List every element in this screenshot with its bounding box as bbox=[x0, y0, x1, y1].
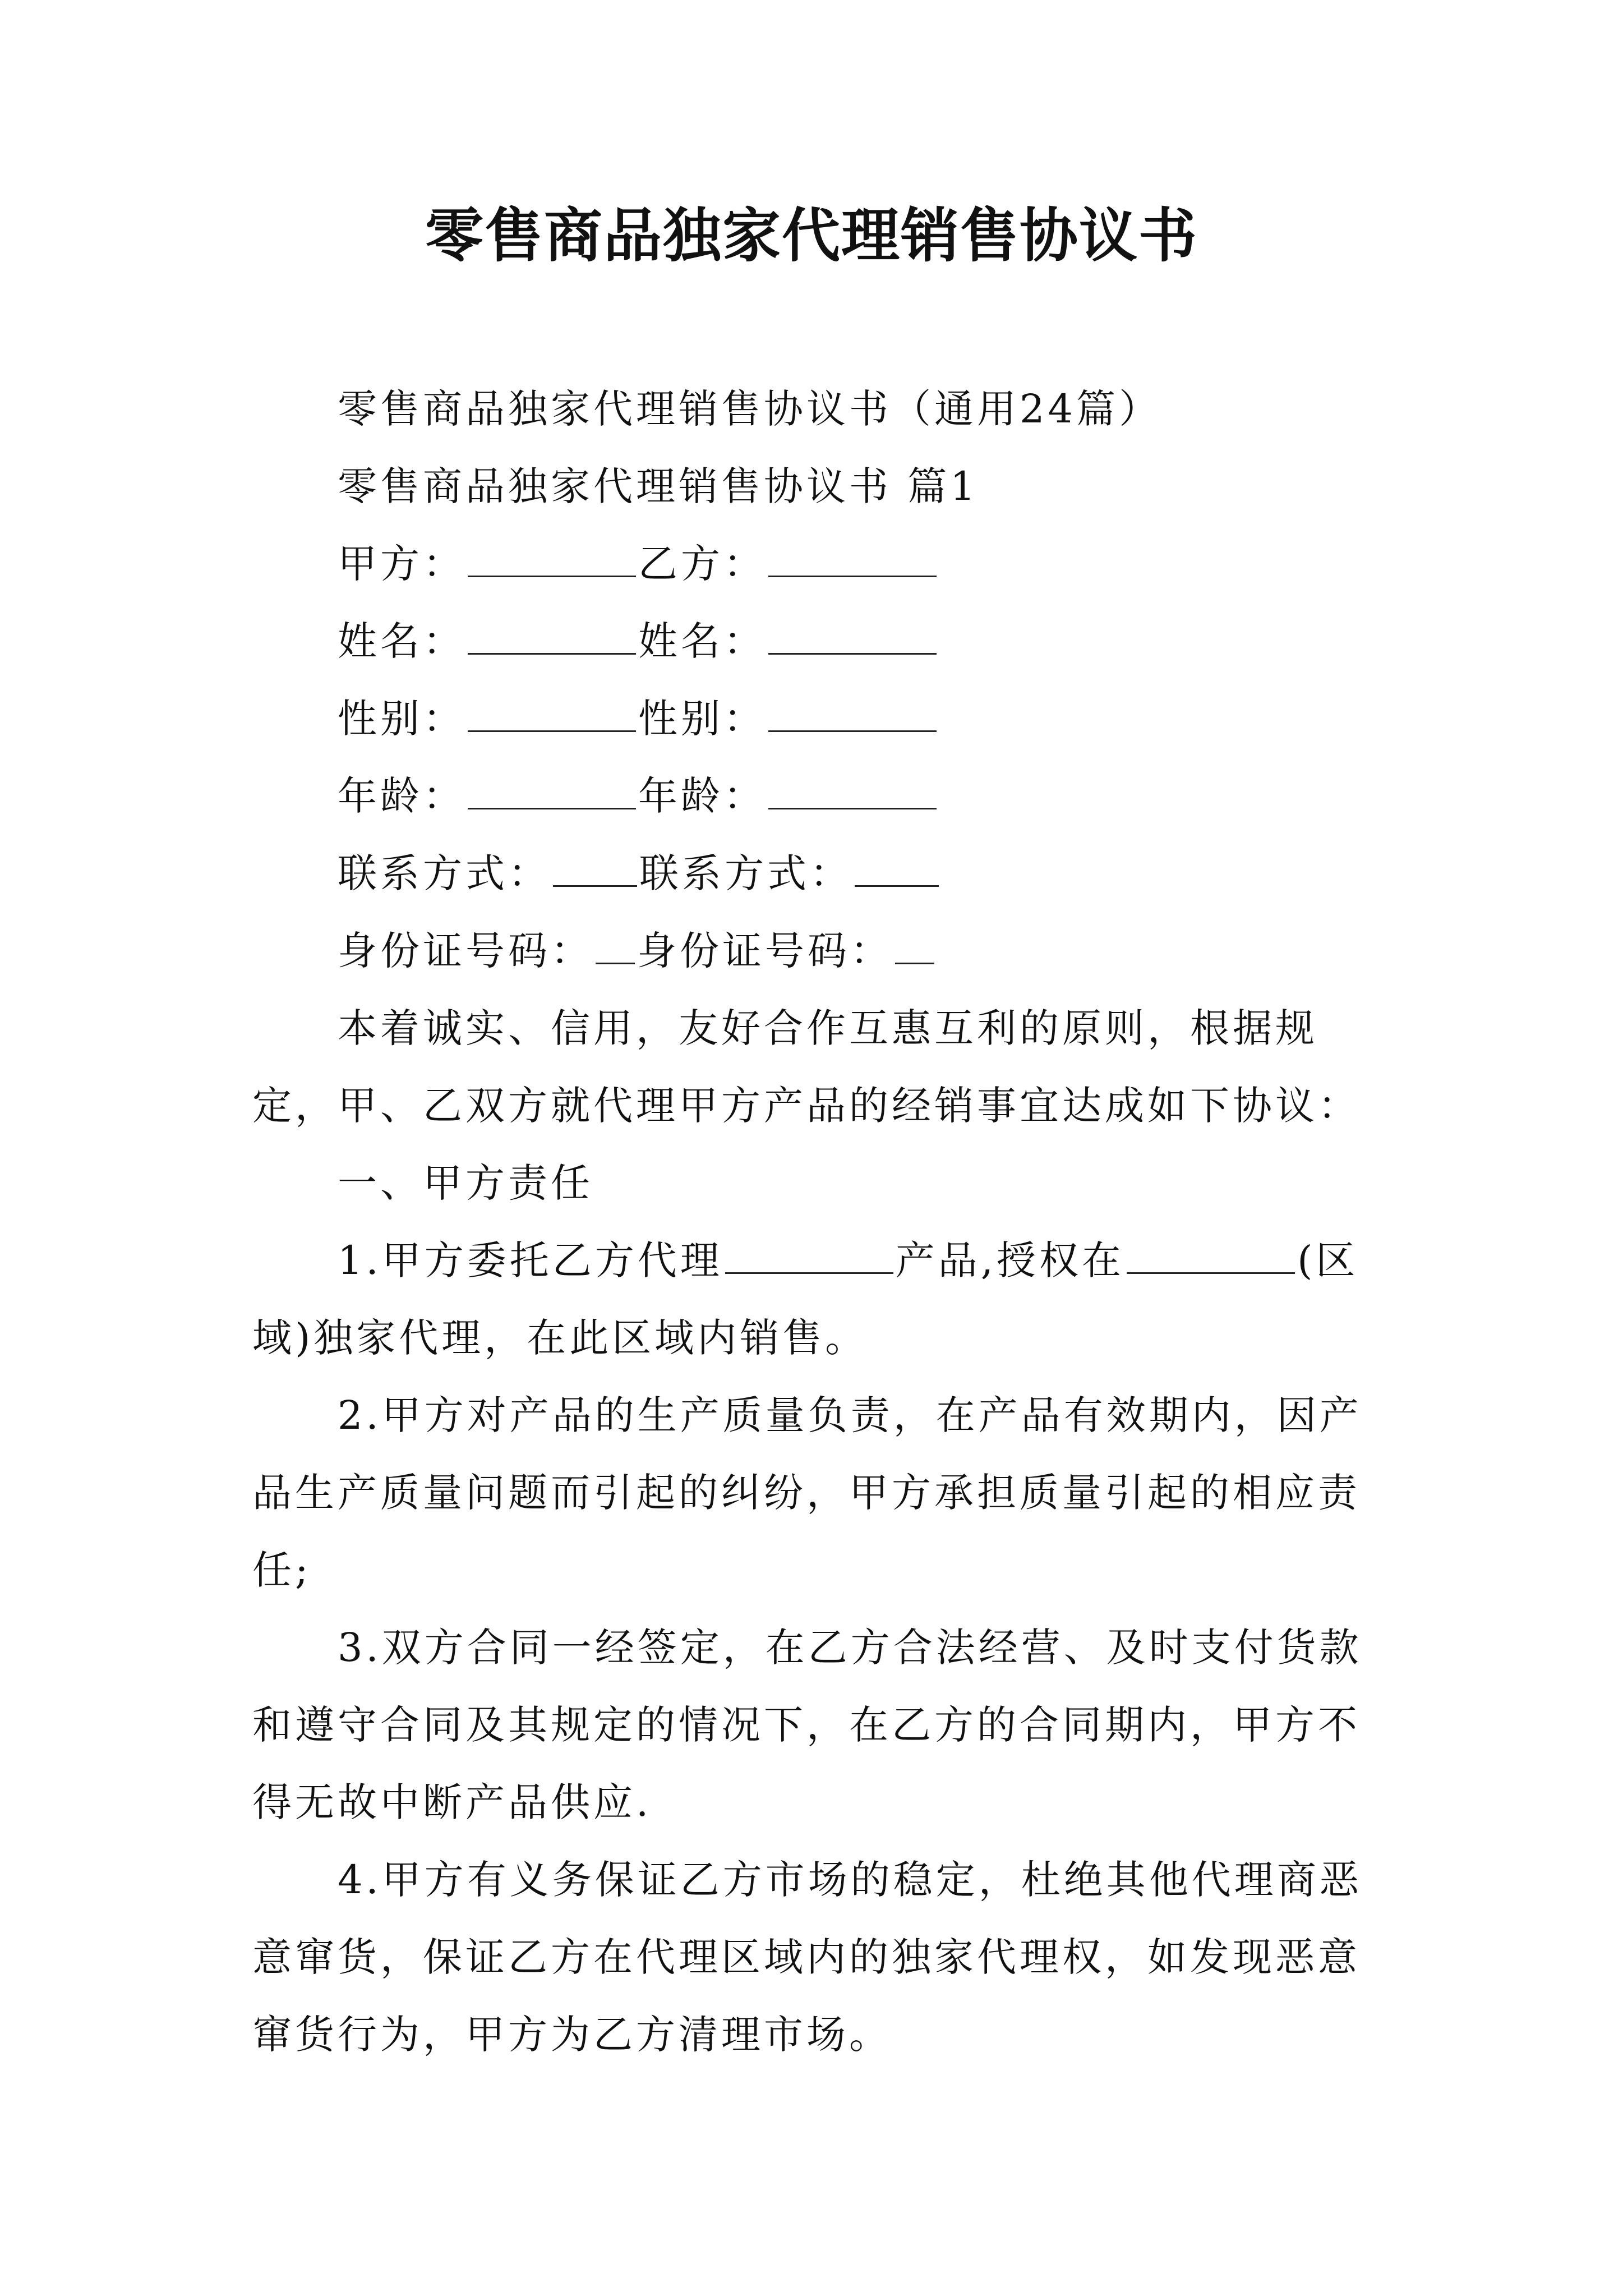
party-b-blank bbox=[768, 541, 937, 577]
clause-heading: 一、甲方责任 bbox=[338, 1160, 593, 1206]
age-a-label: 年龄： bbox=[338, 773, 465, 819]
item-2-paragraph: 2.甲方对产品的生产质量负责，在产品有效期内，因产品生产质量问题而引起的纠纷，甲方承担质量引起的相应责任; bbox=[252, 1392, 1362, 1593]
contact-a-label: 联系方式： bbox=[338, 850, 551, 896]
item-3-paragraph: 3.双方合同一经签定，在乙方合法经营、及时支付货款和遵守合同及其规定的情况下，在乙方的合同期内，甲方不得无故中断产品供应. bbox=[252, 1625, 1362, 1825]
party-row-contact bbox=[252, 835, 1374, 912]
intro-paragraph: 本着诚实、信用，友好合作互惠互利的原则，根据规定，甲、乙双方就代理甲方产品的经销事宜达成如下协议： bbox=[252, 1005, 1361, 1129]
id-a-label: 身份证号码： bbox=[338, 928, 593, 974]
gender-a-label: 性别： bbox=[338, 696, 465, 742]
party-row-id bbox=[252, 912, 1374, 990]
document-body bbox=[252, 370, 1374, 2073]
contact-b-label: 联系方式： bbox=[639, 850, 852, 896]
gender-a-blank bbox=[468, 696, 636, 732]
id-b-blank bbox=[895, 928, 934, 964]
gender-b-blank bbox=[768, 696, 937, 732]
party-row-party bbox=[252, 525, 1374, 602]
party-a-blank bbox=[468, 541, 636, 577]
party-a-label: 甲方： bbox=[338, 541, 465, 587]
name-a-blank bbox=[468, 618, 636, 655]
age-b-label: 年龄： bbox=[638, 773, 766, 819]
name-b-blank bbox=[768, 618, 937, 655]
item-1-part3: (区域)独家代理，在此区域内销售。 bbox=[252, 1237, 1359, 1361]
name-a-label: 姓名： bbox=[338, 618, 465, 664]
contact-a-blank bbox=[553, 850, 637, 887]
id-b-label: 身份证号码： bbox=[637, 928, 893, 974]
party-row-name bbox=[252, 602, 1374, 680]
document-title: 零售商品独家代理销售协议书 bbox=[425, 201, 1198, 270]
product-blank bbox=[725, 1237, 893, 1274]
age-b-blank bbox=[768, 773, 937, 809]
id-a-blank bbox=[596, 928, 635, 964]
item-1-part2: 产品,授权在 bbox=[895, 1237, 1125, 1283]
item-4-paragraph: 4.甲方有义务保证乙方市场的稳定，杜绝其他代理商恶意窜货，保证乙方在代理区域内的独家代理权，如发现恶意窜货行为，甲方为乙方清理市场。 bbox=[252, 1857, 1362, 2058]
party-row-age bbox=[252, 757, 1374, 835]
contact-b-blank bbox=[855, 850, 939, 887]
party-b-label: 乙方： bbox=[638, 541, 766, 587]
party-row-gender bbox=[252, 680, 1374, 757]
age-a-blank bbox=[468, 773, 636, 809]
region-blank bbox=[1127, 1237, 1295, 1274]
gender-b-label: 性别： bbox=[638, 696, 766, 742]
item-1-paragraph bbox=[252, 1222, 1374, 1377]
name-b-label: 姓名： bbox=[638, 618, 766, 664]
item-1-part1: 1.甲方委托乙方代理 bbox=[338, 1237, 723, 1283]
document-subtitle: 零售商品独家代理销售协议书（通用24篇） bbox=[338, 386, 1162, 432]
section-heading: 零售商品独家代理销售协议书 篇1 bbox=[338, 463, 979, 509]
